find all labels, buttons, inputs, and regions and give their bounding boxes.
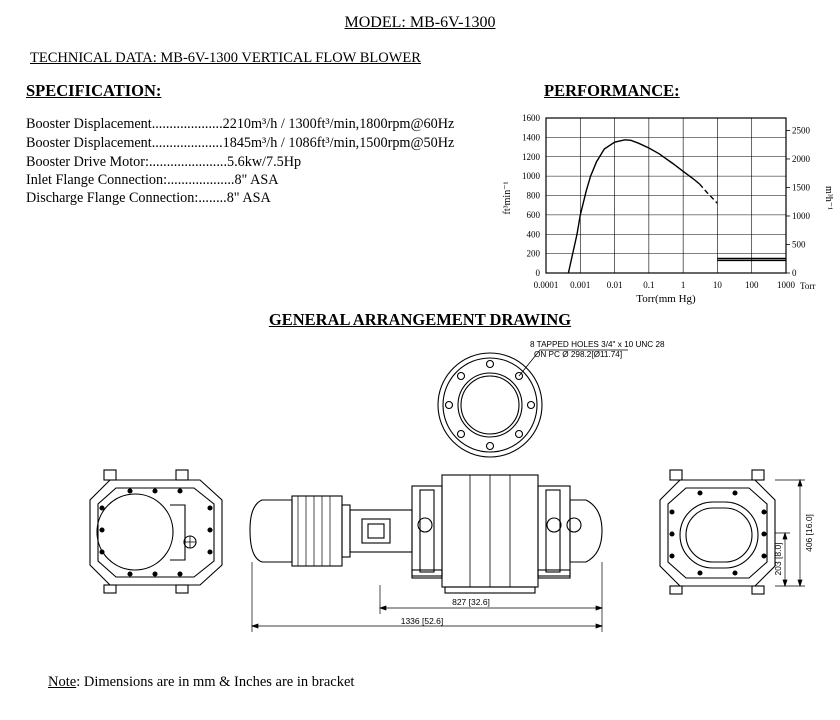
x-tick-label: 0.0001 bbox=[533, 280, 559, 290]
spec-row bbox=[26, 154, 301, 171]
left-tick-label: 600 bbox=[526, 209, 540, 220]
technical-data-title: TECHNICAL DATA: MB-6V-1300 VERTICAL FLOW BLOWER bbox=[30, 50, 421, 66]
left-tick-label: 1400 bbox=[522, 132, 540, 143]
spec-dots: ................... bbox=[167, 172, 235, 188]
dimension-827: 827 [32.6] bbox=[452, 597, 490, 607]
left-tick-label: 1200 bbox=[522, 151, 540, 162]
spec-label: Booster Drive Motor: bbox=[26, 154, 149, 170]
spec-value: 8" ASA bbox=[234, 172, 279, 188]
x-tick-label: 0.01 bbox=[606, 280, 623, 290]
side-view bbox=[250, 475, 602, 593]
x-tick-label: 10 bbox=[712, 280, 722, 290]
spec-label: Booster Displacement bbox=[26, 116, 152, 132]
left-tick-label: 400 bbox=[526, 229, 540, 240]
spec-row bbox=[26, 172, 278, 189]
x-tick-label: 1000 bbox=[777, 280, 795, 290]
left-axis-label: ft³min⁻¹ bbox=[502, 181, 513, 215]
performance-heading: PERFORMANCE: bbox=[544, 81, 680, 100]
tapped-holes-callout-2: ON PC Ø 298.2[Ø11.74] bbox=[534, 350, 623, 359]
general-arrangement-heading: GENERAL ARRANGEMENT DRAWING bbox=[268, 310, 572, 329]
x-tick-label: 0.1 bbox=[643, 280, 655, 290]
x-axis-unit: Torr bbox=[800, 281, 816, 291]
spec-value: 1845m³/h / 1086ft³/min,1500rpm@50Hz bbox=[222, 135, 455, 151]
right-axis-label: m³h⁻¹ bbox=[823, 185, 834, 211]
spec-label: Discharge Flange Connection: bbox=[26, 190, 199, 206]
right-tick-label: 2000 bbox=[792, 153, 810, 164]
spec-row bbox=[26, 116, 454, 133]
left-tick-labels bbox=[522, 113, 541, 278]
spec-label: Inlet Flange Connection: bbox=[26, 172, 168, 188]
note-text: : Dimensions are in mm & Inches are in bracket bbox=[76, 674, 355, 690]
tapped-holes-callout-1: 8 TAPPED HOLES 3/4" x 10 UNC 28 bbox=[530, 340, 665, 349]
spec-row bbox=[26, 190, 271, 207]
left-tick-label: 0 bbox=[535, 268, 540, 278]
note-label: Note bbox=[48, 674, 77, 690]
spec-dots: ........ bbox=[198, 190, 227, 206]
right-tick-labels bbox=[786, 125, 811, 278]
right-tick-label: 1500 bbox=[792, 182, 810, 193]
right-tick-label: 1000 bbox=[792, 210, 810, 221]
performance-curve bbox=[568, 140, 699, 273]
left-tick-label: 200 bbox=[526, 248, 540, 259]
performance-chart bbox=[500, 108, 836, 308]
left-end-view bbox=[90, 470, 222, 593]
right-tick-label: 0 bbox=[792, 268, 797, 278]
left-tick-label: 1600 bbox=[522, 113, 540, 123]
dimension-1336: 1336 [52.6] bbox=[400, 616, 444, 626]
x-tick-label: 1 bbox=[680, 280, 686, 290]
spec-dots: .................... bbox=[151, 135, 223, 151]
general-arrangement-drawing bbox=[0, 330, 840, 660]
dimension-203: 203 [8.0] bbox=[773, 542, 783, 576]
spec-value: 8" ASA bbox=[226, 190, 271, 206]
left-tick-label: 1000 bbox=[522, 171, 540, 182]
spec-row bbox=[26, 135, 454, 152]
spec-dots: .................... bbox=[151, 116, 223, 132]
chart-series bbox=[568, 140, 786, 273]
x-tick-label: 0.001 bbox=[570, 280, 591, 290]
x-tick-label: 100 bbox=[744, 280, 759, 290]
right-end-view bbox=[660, 470, 775, 594]
note bbox=[48, 674, 354, 691]
specification-heading: SPECIFICATION: bbox=[26, 81, 162, 100]
dimension-406: 406 [16.0] bbox=[804, 514, 814, 552]
spec-value: 2210m³/h / 1300ft³/min,1800rpm@60Hz bbox=[222, 116, 455, 132]
spec-value: 5.6kw/7.5Hp bbox=[226, 154, 302, 170]
spec-dots: ...................... bbox=[148, 154, 227, 170]
flange-top-view bbox=[438, 350, 628, 457]
performance-curve bbox=[700, 184, 718, 203]
x-axis-label: Torr(mm Hg) bbox=[636, 293, 696, 305]
x-tick-labels bbox=[534, 280, 796, 290]
dimension-lines bbox=[252, 480, 805, 632]
chart-grid-horizontal bbox=[546, 118, 786, 273]
spec-label: Booster Displacement bbox=[26, 135, 152, 151]
right-tick-label: 500 bbox=[792, 239, 806, 250]
model-title: MODEL: MB-6V-1300 bbox=[344, 14, 496, 31]
left-tick-label: 800 bbox=[526, 190, 540, 201]
right-tick-label: 2500 bbox=[792, 125, 810, 136]
